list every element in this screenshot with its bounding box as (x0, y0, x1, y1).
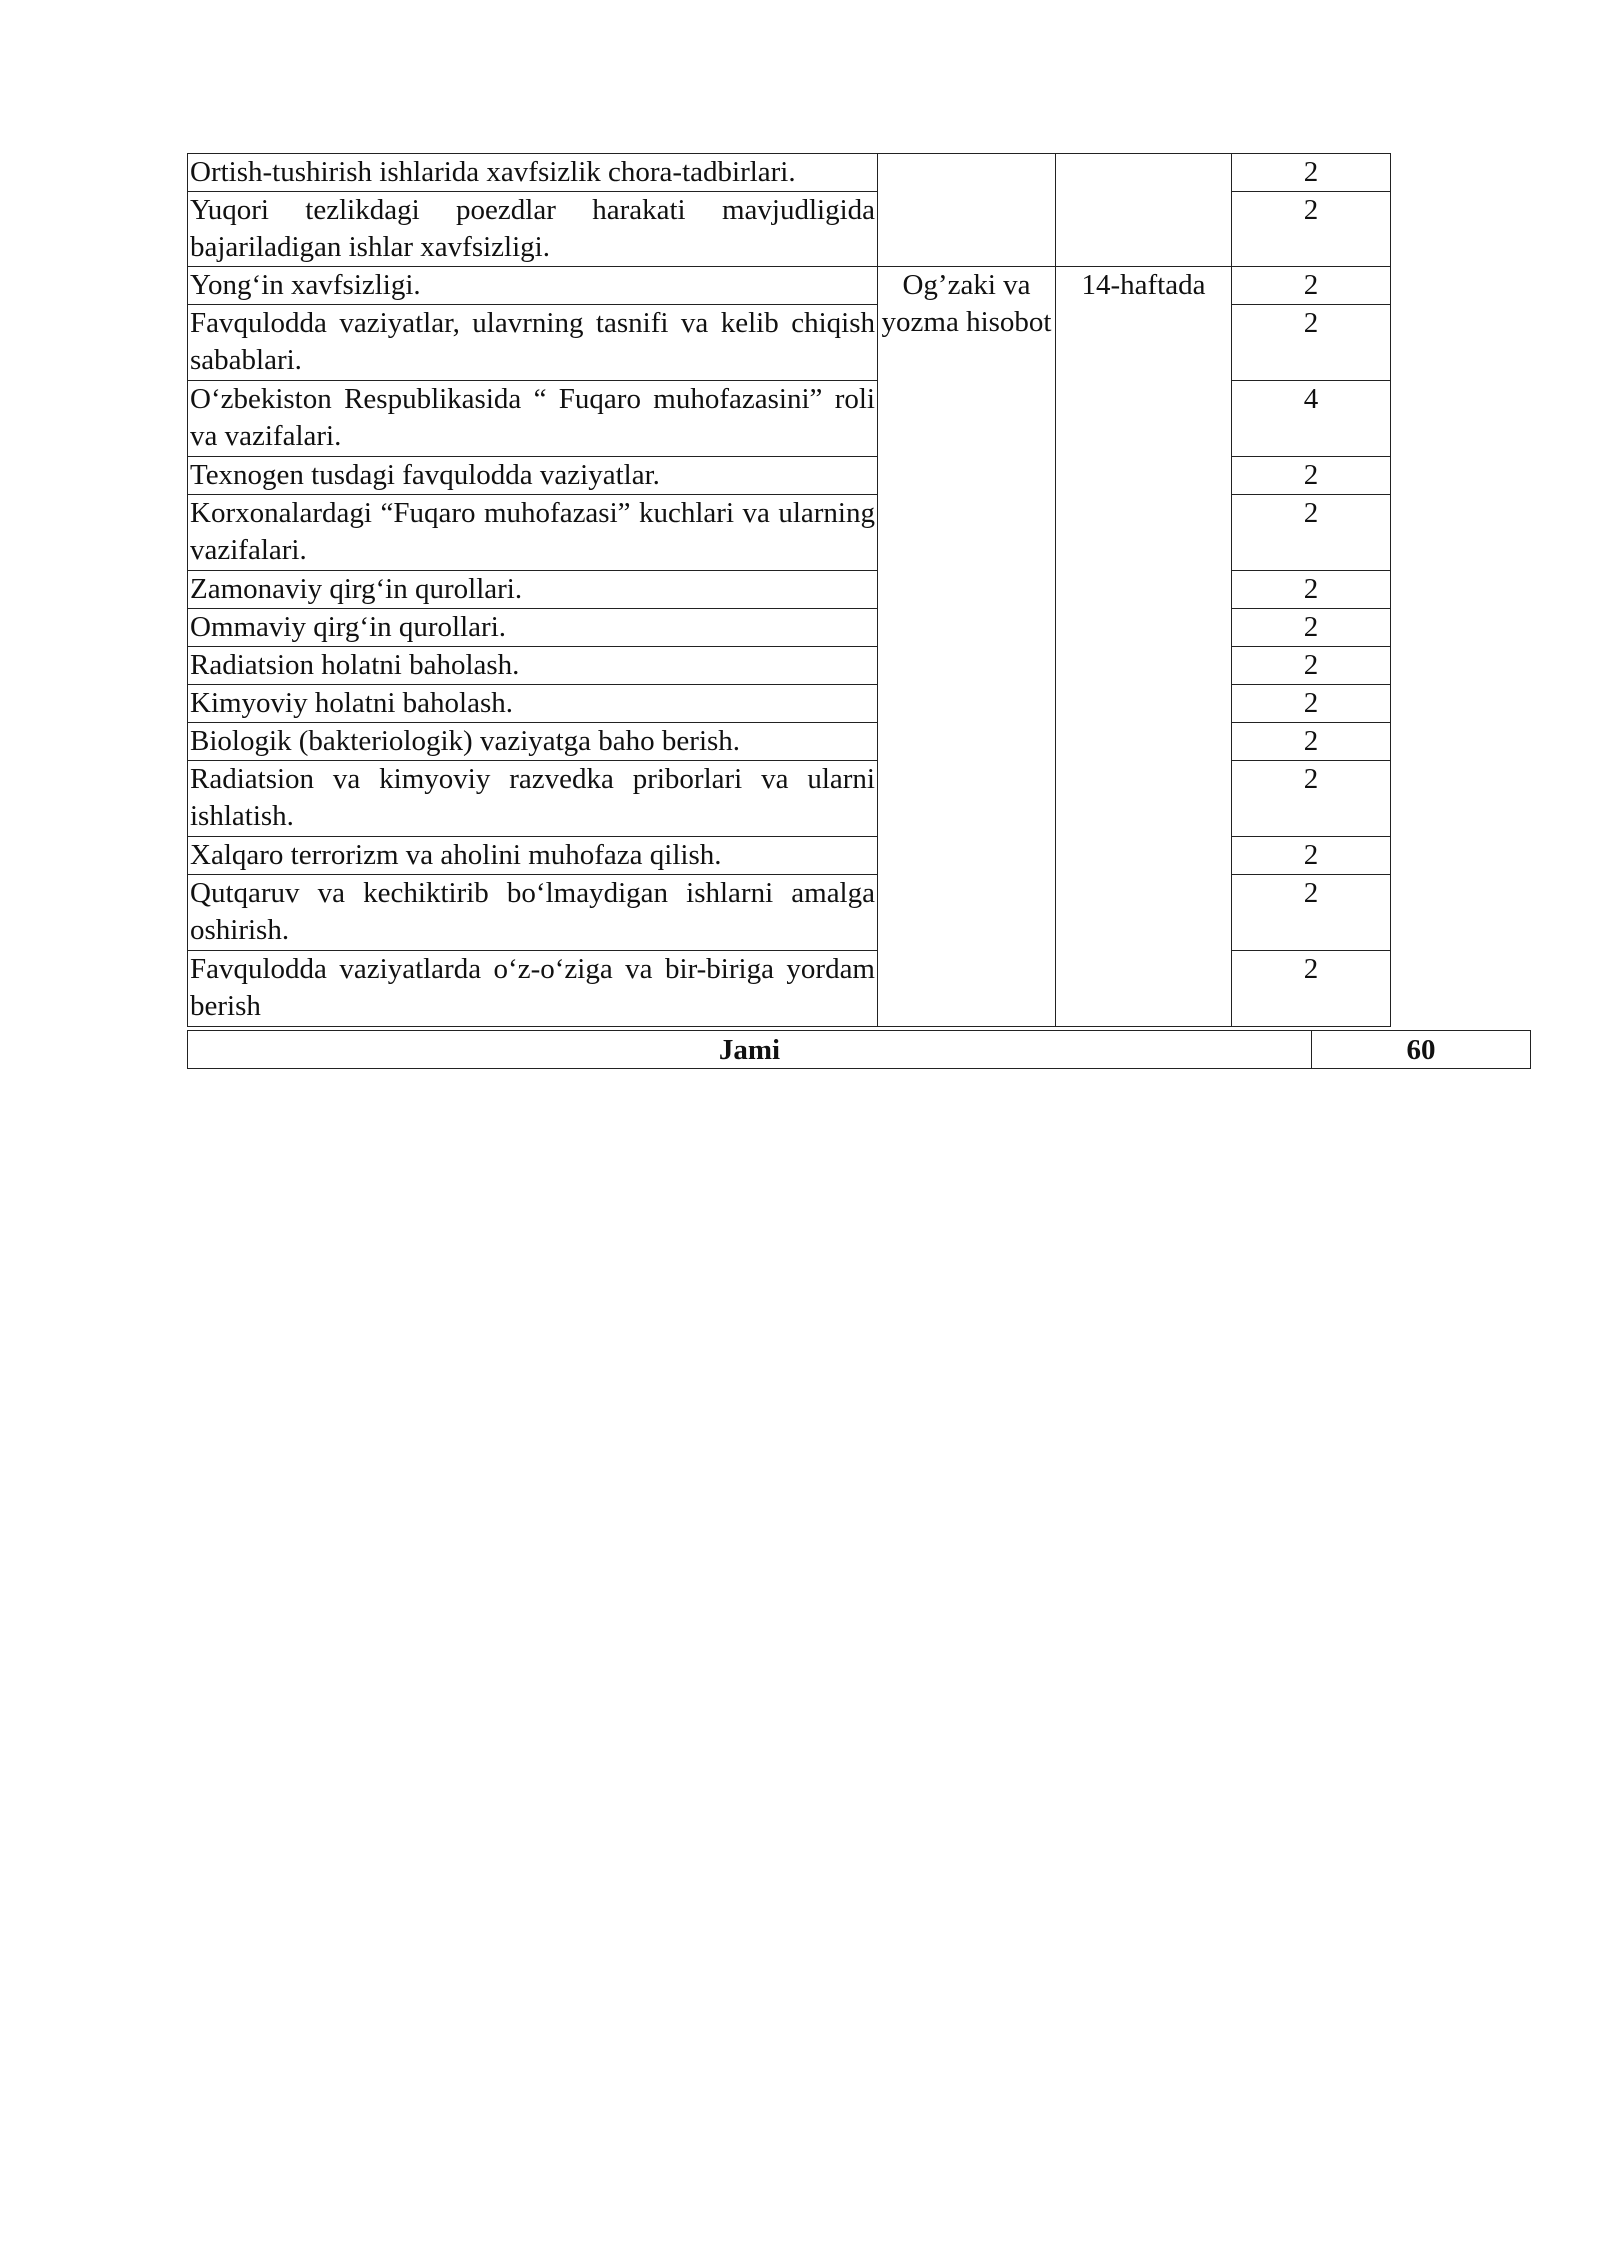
topic-cell: Favqulodda vaziyatlar, ulavrning tasnifi va kelib chiqish sabablari. (188, 305, 878, 381)
hours-cell: 2 (1232, 457, 1391, 495)
hours-cell: 2 (1232, 495, 1391, 571)
total-value: 60 (1312, 1031, 1531, 1069)
total-row (188, 1031, 1531, 1069)
total-table (187, 1030, 1531, 1069)
hours-cell: 2 (1232, 154, 1391, 192)
topic-cell: Favqulodda vaziyatlarda o‘z-o‘ziga va bir-biriga yordam berish (188, 951, 878, 1027)
hours-cell: 2 (1232, 875, 1391, 951)
deadline-cell: 14-haftada (1056, 267, 1232, 1027)
topic-cell: Ommaviy qirg‘in qurollari. (188, 609, 878, 647)
topic-cell: O‘zbekiston Respublikasida “ Fuqaro muhofazasini” roli va vazifalari. (188, 381, 878, 457)
report-form-cell: Og’zaki va yozma hisobot (878, 267, 1056, 1027)
hours-cell: 2 (1232, 571, 1391, 609)
table-row (188, 267, 1391, 305)
hours-cell: 2 (1232, 723, 1391, 761)
topic-cell: Radiatsion holatni baholash. (188, 647, 878, 685)
topic-cell: Biologik (bakteriologik) vaziyatga baho berish. (188, 723, 878, 761)
empty-cell (1056, 154, 1232, 267)
hours-cell: 2 (1232, 761, 1391, 837)
topics-table (187, 153, 1391, 1027)
topic-cell: Korxonalardagi “Fuqaro muhofazasi” kuchlari va ularning vazifalari. (188, 495, 878, 571)
topic-cell: Zamonaviy qirg‘in qurollari. (188, 571, 878, 609)
hours-cell: 2 (1232, 837, 1391, 875)
topic-cell: Yuqori tezlikdagi poezdlar harakati mavjudligida bajariladigan ishlar xavfsizligi. (188, 192, 878, 267)
topic-cell: Yong‘in xavfsizligi. (188, 267, 878, 305)
hours-cell: 2 (1232, 192, 1391, 267)
hours-cell: 2 (1232, 647, 1391, 685)
hours-cell: 2 (1232, 685, 1391, 723)
hours-cell: 2 (1232, 951, 1391, 1027)
hours-cell: 2 (1232, 305, 1391, 381)
total-label: Jami (188, 1031, 1312, 1069)
hours-cell: 4 (1232, 381, 1391, 457)
topic-cell: Texnogen tusdagi favqulodda vaziyatlar. (188, 457, 878, 495)
hours-cell: 2 (1232, 267, 1391, 305)
topic-cell: Ortish-tushirish ishlarida xavfsizlik chora-tadbirlari. (188, 154, 878, 192)
topic-cell: Kimyoviy holatni baholash. (188, 685, 878, 723)
topic-cell: Xalqaro terrorizm va aholini muhofaza qilish. (188, 837, 878, 875)
topic-cell: Qutqaruv va kechiktirib bo‘lmaydigan ishlarni amalga oshirish. (188, 875, 878, 951)
empty-cell (878, 154, 1056, 267)
hours-cell: 2 (1232, 609, 1391, 647)
table-row (188, 154, 1391, 192)
topic-cell: Radiatsion va kimyoviy razvedka priborlari va ularni ishlatish. (188, 761, 878, 837)
